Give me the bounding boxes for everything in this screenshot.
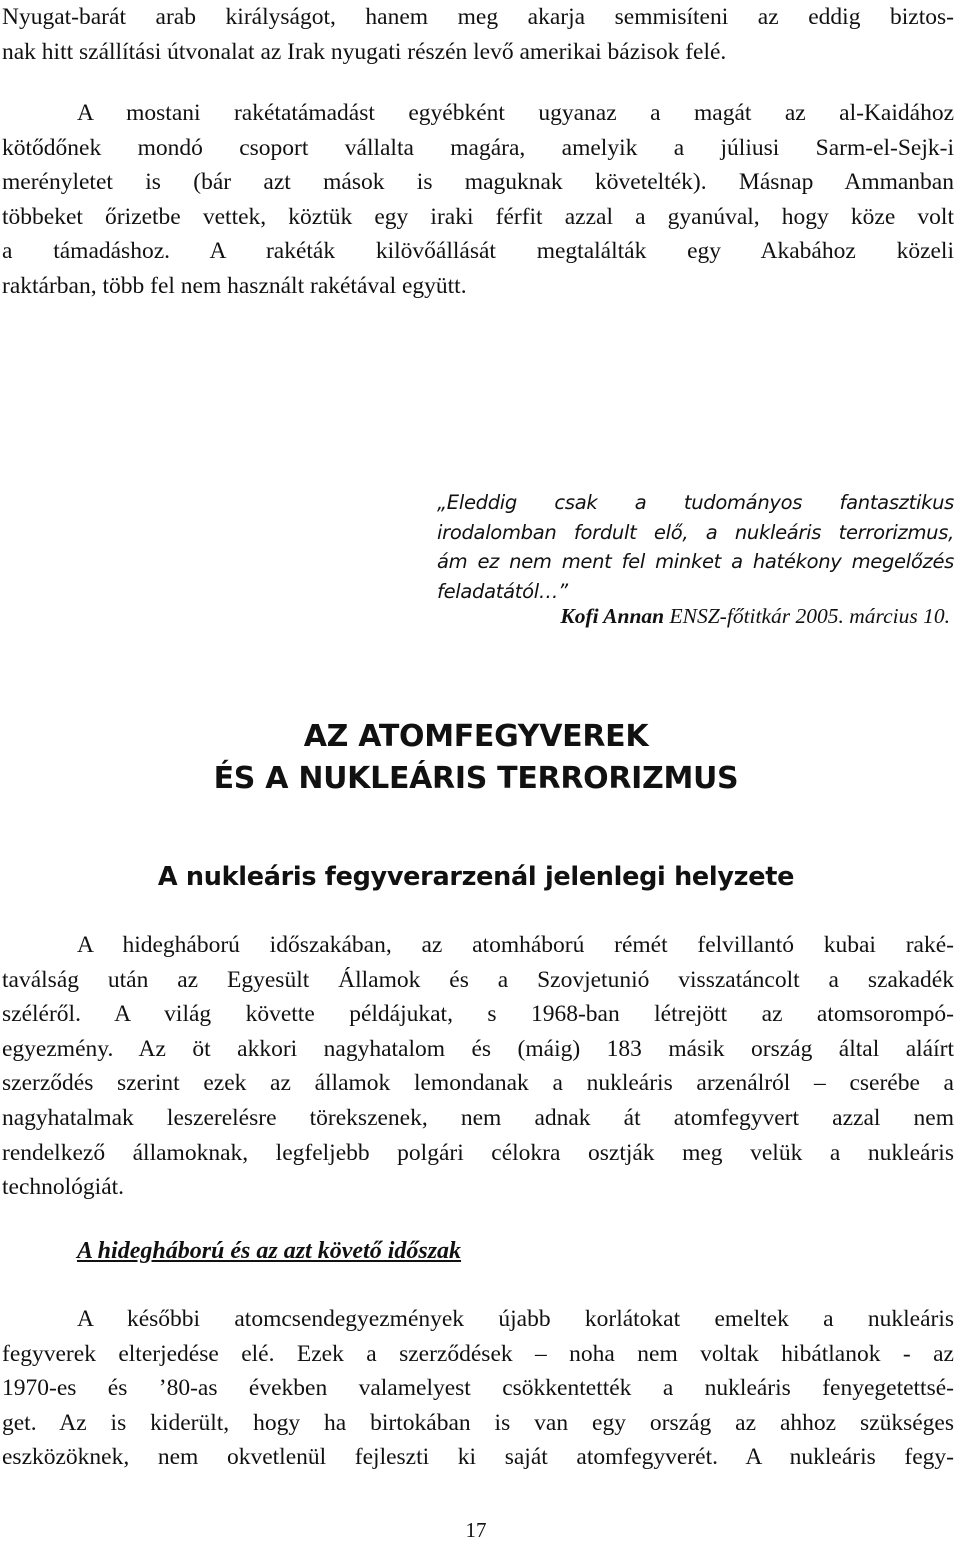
text-line: 1970-es és ’80-as években valamelyest csökkentették a nukleáris fenyegetettsé- (2, 1375, 954, 1402)
text-line: egyezmény. Az öt akkori nagyhatalom és (máig) 183 másik ország által aláírt (2, 1035, 954, 1062)
quote-author-role: ENSZ-főtitkár 2005. március 10. (669, 604, 950, 628)
paragraph-test-ban-treaties (2, 1302, 954, 1475)
text-line: raktárban, több fel nem használt rakétával együtt. (2, 272, 467, 299)
text-line: többeket őrizetbe vettek, köztük egy iraki férfit azzal a gyanúval, hogy köze volt (2, 203, 954, 230)
text-line: taválság után az Egyesült Államok és a Szovjetunió visszatáncolt a szakadék (2, 966, 954, 993)
quote-author: Kofi Annan (560, 604, 665, 628)
page-number: 17 (465, 1518, 487, 1542)
section-title: A nukleáris fegyverarzenál jelenlegi helyzete (157, 862, 795, 892)
quote-line: feladatától…” (437, 579, 568, 603)
quote-attribution (560, 604, 950, 629)
text-line: rendelkező államoknak, legfeljebb polgári célokra osztják meg velük a nukleáris (2, 1139, 954, 1166)
text-line: A hidegháború időszakában, az atomháború rémét felvillantó kubai raké- (77, 932, 954, 958)
text-line: nak hitt szállítási útvonalat az Irak nyugati részén levő amerikai bázisok felé. (2, 38, 727, 65)
text-line: fegyverek elterjedése elé. Ezek a szerződések – noha nem voltak hibátlanok - az (2, 1340, 954, 1367)
text-line: kötődőnek mondó csoport vállalta magára, amelyik a júliusi Sarm-el-Sejk-i (2, 134, 954, 161)
quote-line: „Eleddig csak a tudományos fantasztikus (437, 491, 954, 514)
paragraph-nuclear-arsenal (2, 928, 954, 1205)
text-line: Nyugat-barát arab királyságot, hanem meg akarja semmisíteni az eddig biztos- (2, 4, 954, 30)
text-line: technológiát. (2, 1174, 125, 1201)
text-line: a támadáshoz. A rakéták kilövőállását megtalálták egy Akabához közeli (2, 238, 954, 265)
quote-line: ám ez nem ment fel minket a hatékony megelőzés (437, 550, 954, 573)
paragraph-continuation (2, 0, 954, 69)
text-line: get. Az is kiderült, hogy ha birtokában is van egy ország az ahhoz szükséges (2, 1409, 954, 1436)
text-line: A mostani rakétatámadást egyébként ugyanaz a magát az al-Kaidához (77, 100, 954, 126)
chapter-title-line-2: ÉS A NUKLEÁRIS TERRORIZMUS (213, 761, 739, 796)
text-line: merényletet is (bár azt mások is maguknak követelték). Másnap Ammanban (2, 169, 954, 196)
text-line: nagyhatalmak leszerelésre törekszenek, nem adnak át atomfegyvert azzal nem (2, 1104, 954, 1131)
text-line: szerződés szerint ezek az államok lemondanak a nukleáris arzenálról – cserébe a (2, 1070, 954, 1097)
paragraph-missile-attack (2, 96, 954, 304)
subsection-title: A hidegháború és az azt követő időszak (77, 1238, 462, 1264)
text-line: széléről. A világ követte példájukat, s 1968-ban létrejött az atomsorompó- (2, 1001, 954, 1028)
quote-line: irodalomban fordult elő, a nukleáris terrorizmus, (437, 520, 954, 544)
chapter-title-line-1: AZ ATOMFEGYVEREK (303, 719, 649, 754)
text-line: eszközöknek, nem okvetlenül fejleszti ki saját atomfegyverét. A nukleáris fegy- (2, 1444, 954, 1471)
text-line: A későbbi atomcsendegyezmények újabb korlátokat emeltek a nukleáris (77, 1306, 954, 1332)
epigraph-quote (437, 488, 954, 606)
